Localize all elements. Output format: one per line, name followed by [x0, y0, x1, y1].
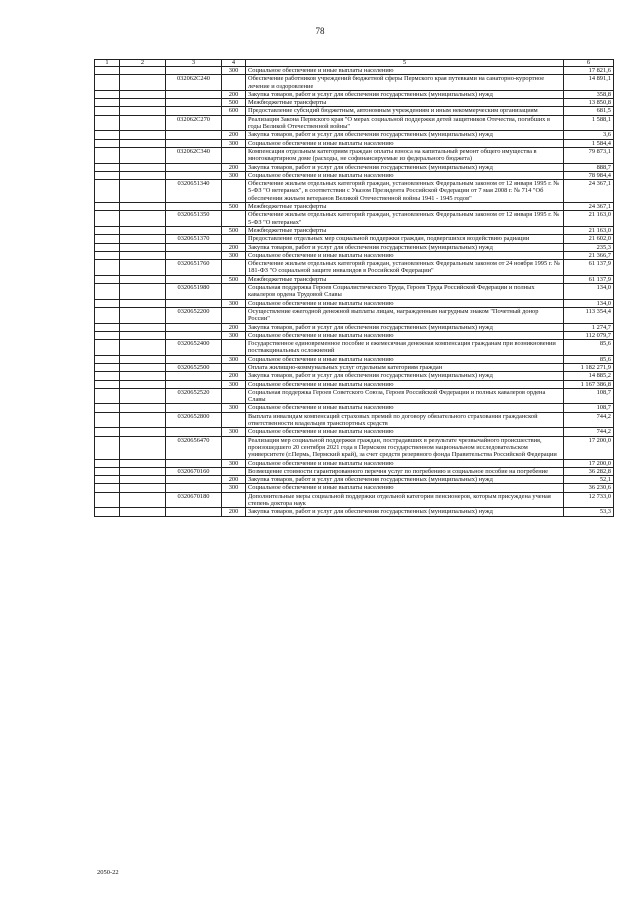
cell-sum: 61 137,9	[564, 260, 614, 276]
cell-code: 0320656470	[166, 436, 222, 459]
cell-name: Возмещение стоимости гарантированного перечня услуг по погребению и социальное пособие на погребение	[246, 467, 564, 475]
cell-col-1	[95, 331, 120, 339]
table-row	[95, 412, 614, 428]
table-row	[95, 299, 614, 307]
cell-col-1	[95, 476, 120, 484]
table-row	[95, 323, 614, 331]
cell-expense-type	[222, 115, 246, 131]
table-row	[95, 115, 614, 131]
table-row	[95, 107, 614, 115]
cell-code: 032062С340	[166, 147, 222, 163]
cell-name: Выплата инвалидам компенсаций страховых премий по договору обязательного страхования гражданской ответственности владельцев транспортных средств	[246, 412, 564, 428]
cell-col-1	[95, 163, 120, 171]
cell-expense-type: 200	[222, 323, 246, 331]
cell-expense-type	[222, 75, 246, 91]
cell-col-1	[95, 459, 120, 467]
cell-expense-type: 300	[222, 139, 246, 147]
cell-sum: 14 885,2	[564, 372, 614, 380]
cell-col-1	[95, 131, 120, 139]
cell-col-1	[95, 372, 120, 380]
cell-sum: 52,1	[564, 476, 614, 484]
cell-name: Социальное обеспечение и иные выплаты населению	[246, 331, 564, 339]
cell-sum: 21 366,7	[564, 251, 614, 259]
header-col-4: 4	[222, 60, 246, 67]
cell-expense-type: 300	[222, 171, 246, 179]
cell-col-2	[120, 404, 166, 412]
cell-col-1	[95, 171, 120, 179]
cell-expense-type: 300	[222, 67, 246, 75]
cell-col-2	[120, 323, 166, 331]
cell-name: Обеспечение жильем отдельных категорий граждан, установленных Федеральным законом от 12 января 1995 г. № 5-ФЗ "О ветеранах", в соответствии с Указом Президента Российской Федерации от 7 мая 2008 г. № 714 "Об обеспечении жильем ветеранов Великой Отечественной войны 1941 - 1945 годов"	[246, 180, 564, 203]
cell-sum: 1 182 271,9	[564, 363, 614, 371]
cell-code	[166, 372, 222, 380]
cell-code: 0320670160	[166, 467, 222, 475]
cell-name: Закупка товаров, работ и услуг для обеспечения государственных (муниципальных) нужд	[246, 508, 564, 516]
cell-col-1	[95, 363, 120, 371]
table-row	[95, 139, 614, 147]
cell-name: Социальное обеспечение и иные выплаты населению	[246, 380, 564, 388]
table-row	[95, 226, 614, 234]
cell-col-2	[120, 211, 166, 227]
cell-col-2	[120, 275, 166, 283]
cell-expense-type	[222, 388, 246, 404]
cell-col-1	[95, 90, 120, 98]
cell-sum: 1 584,4	[564, 139, 614, 147]
table-row	[95, 75, 614, 91]
table-row	[95, 251, 614, 259]
cell-col-2	[120, 75, 166, 91]
cell-code: 032062С270	[166, 115, 222, 131]
cell-expense-type	[222, 147, 246, 163]
cell-code: 0320652200	[166, 307, 222, 323]
cell-sum: 1 167 386,8	[564, 380, 614, 388]
cell-col-2	[120, 436, 166, 459]
table-row	[95, 147, 614, 163]
cell-sum: 21 602,0	[564, 235, 614, 243]
cell-name: Социальное обеспечение и иные выплаты населению	[246, 355, 564, 363]
cell-col-1	[95, 243, 120, 251]
cell-code	[166, 90, 222, 98]
cell-col-2	[120, 226, 166, 234]
table-row	[95, 467, 614, 475]
table-row	[95, 459, 614, 467]
table-row	[95, 436, 614, 459]
footer-code: 2050-22	[97, 869, 119, 876]
cell-col-1	[95, 299, 120, 307]
cell-code	[166, 459, 222, 467]
table-row	[95, 355, 614, 363]
table-row	[95, 380, 614, 388]
cell-code: 0320652800	[166, 412, 222, 428]
cell-col-2	[120, 107, 166, 115]
cell-name: Социальное обеспечение и иные выплаты населению	[246, 459, 564, 467]
cell-col-1	[95, 139, 120, 147]
cell-code	[166, 476, 222, 484]
cell-sum: 85,6	[564, 355, 614, 363]
cell-col-1	[95, 508, 120, 516]
cell-sum: 681,5	[564, 107, 614, 115]
cell-code: 0320651340	[166, 180, 222, 203]
cell-col-2	[120, 355, 166, 363]
cell-col-2	[120, 251, 166, 259]
cell-expense-type: 300	[222, 355, 246, 363]
cell-col-2	[120, 67, 166, 75]
cell-name: Закупка товаров, работ и услуг для обеспечения государственных (муниципальных) нужд	[246, 163, 564, 171]
cell-code	[166, 67, 222, 75]
cell-col-1	[95, 203, 120, 211]
cell-expense-type: 300	[222, 484, 246, 492]
cell-code: 032062С240	[166, 75, 222, 91]
cell-name: Социальное обеспечение и иные выплаты населению	[246, 139, 564, 147]
table-row	[95, 163, 614, 171]
table-row	[95, 67, 614, 75]
cell-expense-type	[222, 412, 246, 428]
cell-code	[166, 171, 222, 179]
cell-col-1	[95, 404, 120, 412]
cell-col-2	[120, 467, 166, 475]
cell-sum: 888,7	[564, 163, 614, 171]
table-row	[95, 260, 614, 276]
cell-col-1	[95, 235, 120, 243]
cell-name: Предоставление субсидий бюджетным, автономным учреждениям и иным некоммерческим организациям	[246, 107, 564, 115]
cell-expense-type: 200	[222, 131, 246, 139]
cell-code	[166, 355, 222, 363]
cell-col-1	[95, 115, 120, 131]
cell-col-2	[120, 412, 166, 428]
header-col-6: 6	[564, 60, 614, 67]
cell-code: 0320652520	[166, 388, 222, 404]
cell-expense-type: 200	[222, 163, 246, 171]
cell-col-2	[120, 203, 166, 211]
cell-sum: 36 230,6	[564, 484, 614, 492]
table-row	[95, 331, 614, 339]
table-row	[95, 508, 614, 516]
cell-code	[166, 243, 222, 251]
cell-code: 0320652400	[166, 340, 222, 356]
cell-sum: 1 588,1	[564, 115, 614, 131]
cell-expense-type	[222, 307, 246, 323]
cell-name: Социальное обеспечение и иные выплаты населению	[246, 484, 564, 492]
cell-sum: 1 274,7	[564, 323, 614, 331]
cell-expense-type: 500	[222, 275, 246, 283]
cell-sum: 744,2	[564, 428, 614, 436]
cell-col-1	[95, 340, 120, 356]
cell-code	[166, 380, 222, 388]
cell-name: Обеспечение работников учреждений бюджетной сферы Пермского края путевками на санаторно-курортное лечение и оздоровление	[246, 75, 564, 91]
table-row	[95, 203, 614, 211]
cell-expense-type: 200	[222, 508, 246, 516]
cell-sum: 14 891,1	[564, 75, 614, 91]
cell-code	[166, 484, 222, 492]
cell-expense-type: 500	[222, 203, 246, 211]
cell-col-2	[120, 492, 166, 508]
cell-expense-type: 300	[222, 380, 246, 388]
cell-code: 0320651350	[166, 211, 222, 227]
cell-sum: 17 200,0	[564, 436, 614, 459]
cell-sum: 134,0	[564, 284, 614, 300]
cell-col-1	[95, 412, 120, 428]
cell-col-2	[120, 459, 166, 467]
cell-sum: 112 079,7	[564, 331, 614, 339]
cell-col-2	[120, 163, 166, 171]
cell-col-2	[120, 380, 166, 388]
cell-code: 0320651370	[166, 235, 222, 243]
cell-expense-type	[222, 340, 246, 356]
cell-col-2	[120, 372, 166, 380]
cell-col-1	[95, 226, 120, 234]
cell-name: Социальное обеспечение и иные выплаты населению	[246, 251, 564, 259]
cell-sum: 21 163,0	[564, 211, 614, 227]
table-row	[95, 388, 614, 404]
table-row	[95, 243, 614, 251]
header-col-2: 2	[120, 60, 166, 67]
cell-col-1	[95, 428, 120, 436]
cell-expense-type	[222, 436, 246, 459]
cell-sum: 24 367,1	[564, 203, 614, 211]
cell-name: Закупка товаров, работ и услуг для обеспечения государственных (муниципальных) нужд	[246, 243, 564, 251]
cell-name: Дополнительные меры социальной поддержки отдельной категории пенсионеров, которым присуждена ученая степень доктора наук	[246, 492, 564, 508]
cell-col-2	[120, 180, 166, 203]
cell-expense-type: 300	[222, 299, 246, 307]
cell-code	[166, 331, 222, 339]
cell-name: Осуществление ежегодной денежной выплаты лицам, награжденным нагрудным знаком "Почетный донор России"	[246, 307, 564, 323]
cell-sum: 79 873,1	[564, 147, 614, 163]
cell-name: Социальная поддержка Героев Социалистического Труда, Героев Труда Российской Федерации и полных кавалеров ордена Трудовой Славы	[246, 284, 564, 300]
table-row	[95, 171, 614, 179]
cell-col-2	[120, 340, 166, 356]
cell-sum: 24 367,1	[564, 180, 614, 203]
cell-col-2	[120, 171, 166, 179]
cell-col-1	[95, 436, 120, 459]
cell-col-1	[95, 180, 120, 203]
cell-col-1	[95, 380, 120, 388]
cell-sum: 85,6	[564, 340, 614, 356]
cell-name: Реализация мер социальной поддержки граждан, пострадавших в результате чрезвычайного происшествия, произошедшего 20 сентября 2021 года в Пермском государственном национальном исследовательском университете (г.Пермь, Пермский край), за счет средств резервного фонда Правительства Российской Федерации	[246, 436, 564, 459]
cell-code	[166, 275, 222, 283]
cell-name: Социальное обеспечение и иные выплаты населению	[246, 171, 564, 179]
cell-code: 0320651980	[166, 284, 222, 300]
header-row	[95, 60, 614, 67]
cell-expense-type: 200	[222, 476, 246, 484]
cell-col-1	[95, 275, 120, 283]
cell-expense-type: 300	[222, 428, 246, 436]
cell-name: Закупка товаров, работ и услуг для обеспечения государственных (муниципальных) нужд	[246, 476, 564, 484]
cell-col-2	[120, 388, 166, 404]
cell-col-2	[120, 299, 166, 307]
cell-col-1	[95, 211, 120, 227]
cell-sum: 134,0	[564, 299, 614, 307]
cell-code	[166, 508, 222, 516]
cell-col-2	[120, 90, 166, 98]
cell-name: Закупка товаров, работ и услуг для обеспечения государственных (муниципальных) нужд	[246, 372, 564, 380]
cell-sum: 108,7	[564, 388, 614, 404]
cell-expense-type: 200	[222, 372, 246, 380]
table-row	[95, 211, 614, 227]
cell-name: Межбюджетные трансферты	[246, 99, 564, 107]
cell-code	[166, 131, 222, 139]
cell-col-2	[120, 139, 166, 147]
cell-name: Социальное обеспечение и иные выплаты населению	[246, 428, 564, 436]
cell-expense-type	[222, 492, 246, 508]
table-row	[95, 131, 614, 139]
cell-col-1	[95, 107, 120, 115]
cell-name: Закупка товаров, работ и услуг для обеспечения государственных (муниципальных) нужд	[246, 131, 564, 139]
cell-name: Социальное обеспечение и иные выплаты населению	[246, 299, 564, 307]
cell-sum: 235,3	[564, 243, 614, 251]
cell-col-2	[120, 243, 166, 251]
cell-col-2	[120, 331, 166, 339]
table-row	[95, 340, 614, 356]
table-row	[95, 404, 614, 412]
cell-sum: 36 282,8	[564, 467, 614, 475]
cell-expense-type: 500	[222, 226, 246, 234]
table-row	[95, 484, 614, 492]
header-col-1: 1	[95, 60, 120, 67]
cell-sum: 61 137,9	[564, 275, 614, 283]
cell-name: Обеспечение жильем отдельных категорий граждан, установленных Федеральным законом от 12 января 1995 г. № 5-ФЗ "О ветеранах"	[246, 211, 564, 227]
cell-col-2	[120, 307, 166, 323]
cell-name: Закупка товаров, работ и услуг для обеспечения государственных (муниципальных) нужд	[246, 90, 564, 98]
cell-col-1	[95, 307, 120, 323]
cell-code	[166, 99, 222, 107]
table-row	[95, 492, 614, 508]
cell-col-1	[95, 75, 120, 91]
cell-sum: 744,2	[564, 412, 614, 428]
table-row	[95, 307, 614, 323]
cell-expense-type	[222, 260, 246, 276]
cell-sum: 78 984,4	[564, 171, 614, 179]
cell-col-2	[120, 508, 166, 516]
cell-name: Предоставление отдельных мер социальной поддержки граждан, подвергшихся воздействию радиации	[246, 235, 564, 243]
cell-sum: 17 821,6	[564, 67, 614, 75]
cell-code	[166, 163, 222, 171]
cell-sum: 108,7	[564, 404, 614, 412]
cell-name: Межбюджетные трансферты	[246, 226, 564, 234]
cell-col-1	[95, 67, 120, 75]
cell-name: Социальное обеспечение и иные выплаты населению	[246, 404, 564, 412]
cell-code	[166, 428, 222, 436]
cell-expense-type: 300	[222, 404, 246, 412]
cell-code	[166, 107, 222, 115]
cell-sum: 17 200,0	[564, 459, 614, 467]
cell-col-2	[120, 260, 166, 276]
cell-sum: 21 163,0	[564, 226, 614, 234]
cell-col-1	[95, 260, 120, 276]
table-row	[95, 99, 614, 107]
cell-expense-type	[222, 363, 246, 371]
cell-expense-type: 200	[222, 243, 246, 251]
cell-col-2	[120, 115, 166, 131]
cell-col-1	[95, 147, 120, 163]
cell-code: 0320670180	[166, 492, 222, 508]
cell-sum: 53,3	[564, 508, 614, 516]
cell-code: 0320652500	[166, 363, 222, 371]
cell-expense-type: 300	[222, 459, 246, 467]
cell-expense-type: 500	[222, 99, 246, 107]
cell-code	[166, 203, 222, 211]
cell-expense-type	[222, 284, 246, 300]
cell-col-2	[120, 484, 166, 492]
cell-name: Реализация Закона Пермского края "О мерах социальной поддержки детей защитников Отечества, погибших в годы Великой Отечественной войны"	[246, 115, 564, 131]
cell-col-2	[120, 363, 166, 371]
cell-col-1	[95, 251, 120, 259]
cell-col-1	[95, 492, 120, 508]
table-row	[95, 372, 614, 380]
cell-name: Государственное единовременное пособие и ежемесячная денежная компенсация гражданам при возникновении поствакцинальных осложнений	[246, 340, 564, 356]
cell-name: Оплата жилищно-коммунальных услуг отдельным категориям граждан	[246, 363, 564, 371]
cell-col-2	[120, 131, 166, 139]
cell-col-2	[120, 235, 166, 243]
cell-code	[166, 139, 222, 147]
cell-col-2	[120, 284, 166, 300]
table-row	[95, 363, 614, 371]
cell-code	[166, 404, 222, 412]
cell-expense-type: 200	[222, 90, 246, 98]
cell-col-1	[95, 284, 120, 300]
cell-expense-type: 300	[222, 331, 246, 339]
table-row	[95, 284, 614, 300]
cell-col-2	[120, 99, 166, 107]
cell-sum: 358,8	[564, 90, 614, 98]
cell-sum: 113 354,4	[564, 307, 614, 323]
cell-col-1	[95, 323, 120, 331]
table-row	[95, 428, 614, 436]
cell-col-1	[95, 388, 120, 404]
cell-expense-type	[222, 235, 246, 243]
cell-col-1	[95, 355, 120, 363]
cell-col-1	[95, 467, 120, 475]
cell-col-1	[95, 99, 120, 107]
cell-sum: 13 850,8	[564, 99, 614, 107]
cell-expense-type	[222, 467, 246, 475]
cell-name: Компенсация отдельным категориям граждан оплаты взноса на капитальный ремонт общего имущества в многоквартирном доме (расходы, не софинансируемые из федерального бюджета)	[246, 147, 564, 163]
table-row	[95, 180, 614, 203]
cell-expense-type	[222, 211, 246, 227]
page-number: 78	[315, 26, 325, 36]
cell-sum: 3,6	[564, 131, 614, 139]
cell-code	[166, 251, 222, 259]
cell-code	[166, 299, 222, 307]
header-col-5: 5	[246, 60, 564, 67]
cell-name: Закупка товаров, работ и услуг для обеспечения государственных (муниципальных) нужд	[246, 323, 564, 331]
cell-expense-type	[222, 180, 246, 203]
cell-name: Межбюджетные трансферты	[246, 203, 564, 211]
cell-col-1	[95, 484, 120, 492]
cell-code	[166, 323, 222, 331]
cell-name: Социальная поддержка Героев Советского Союза, Героев Российской Федерации и полных кавалеров ордена Славы	[246, 388, 564, 404]
cell-col-2	[120, 428, 166, 436]
table-row	[95, 476, 614, 484]
cell-name: Социальное обеспечение и иные выплаты населению	[246, 67, 564, 75]
cell-col-2	[120, 147, 166, 163]
table-row	[95, 90, 614, 98]
table-row	[95, 275, 614, 283]
budget-table	[94, 59, 614, 517]
cell-name: Обеспечение жильем отдельных категорий граждан, установленных Федеральным законом от 24 ноября 1995 г. № 181-ФЗ "О социальной защите инвалидов в Российской Федерации"	[246, 260, 564, 276]
cell-code	[166, 226, 222, 234]
cell-expense-type: 600	[222, 107, 246, 115]
table-body	[95, 67, 614, 517]
cell-sum: 12 733,0	[564, 492, 614, 508]
cell-col-2	[120, 476, 166, 484]
cell-name: Межбюджетные трансферты	[246, 275, 564, 283]
table-row	[95, 235, 614, 243]
cell-code: 0320651760	[166, 260, 222, 276]
cell-expense-type: 300	[222, 251, 246, 259]
header-col-3: 3	[166, 60, 222, 67]
